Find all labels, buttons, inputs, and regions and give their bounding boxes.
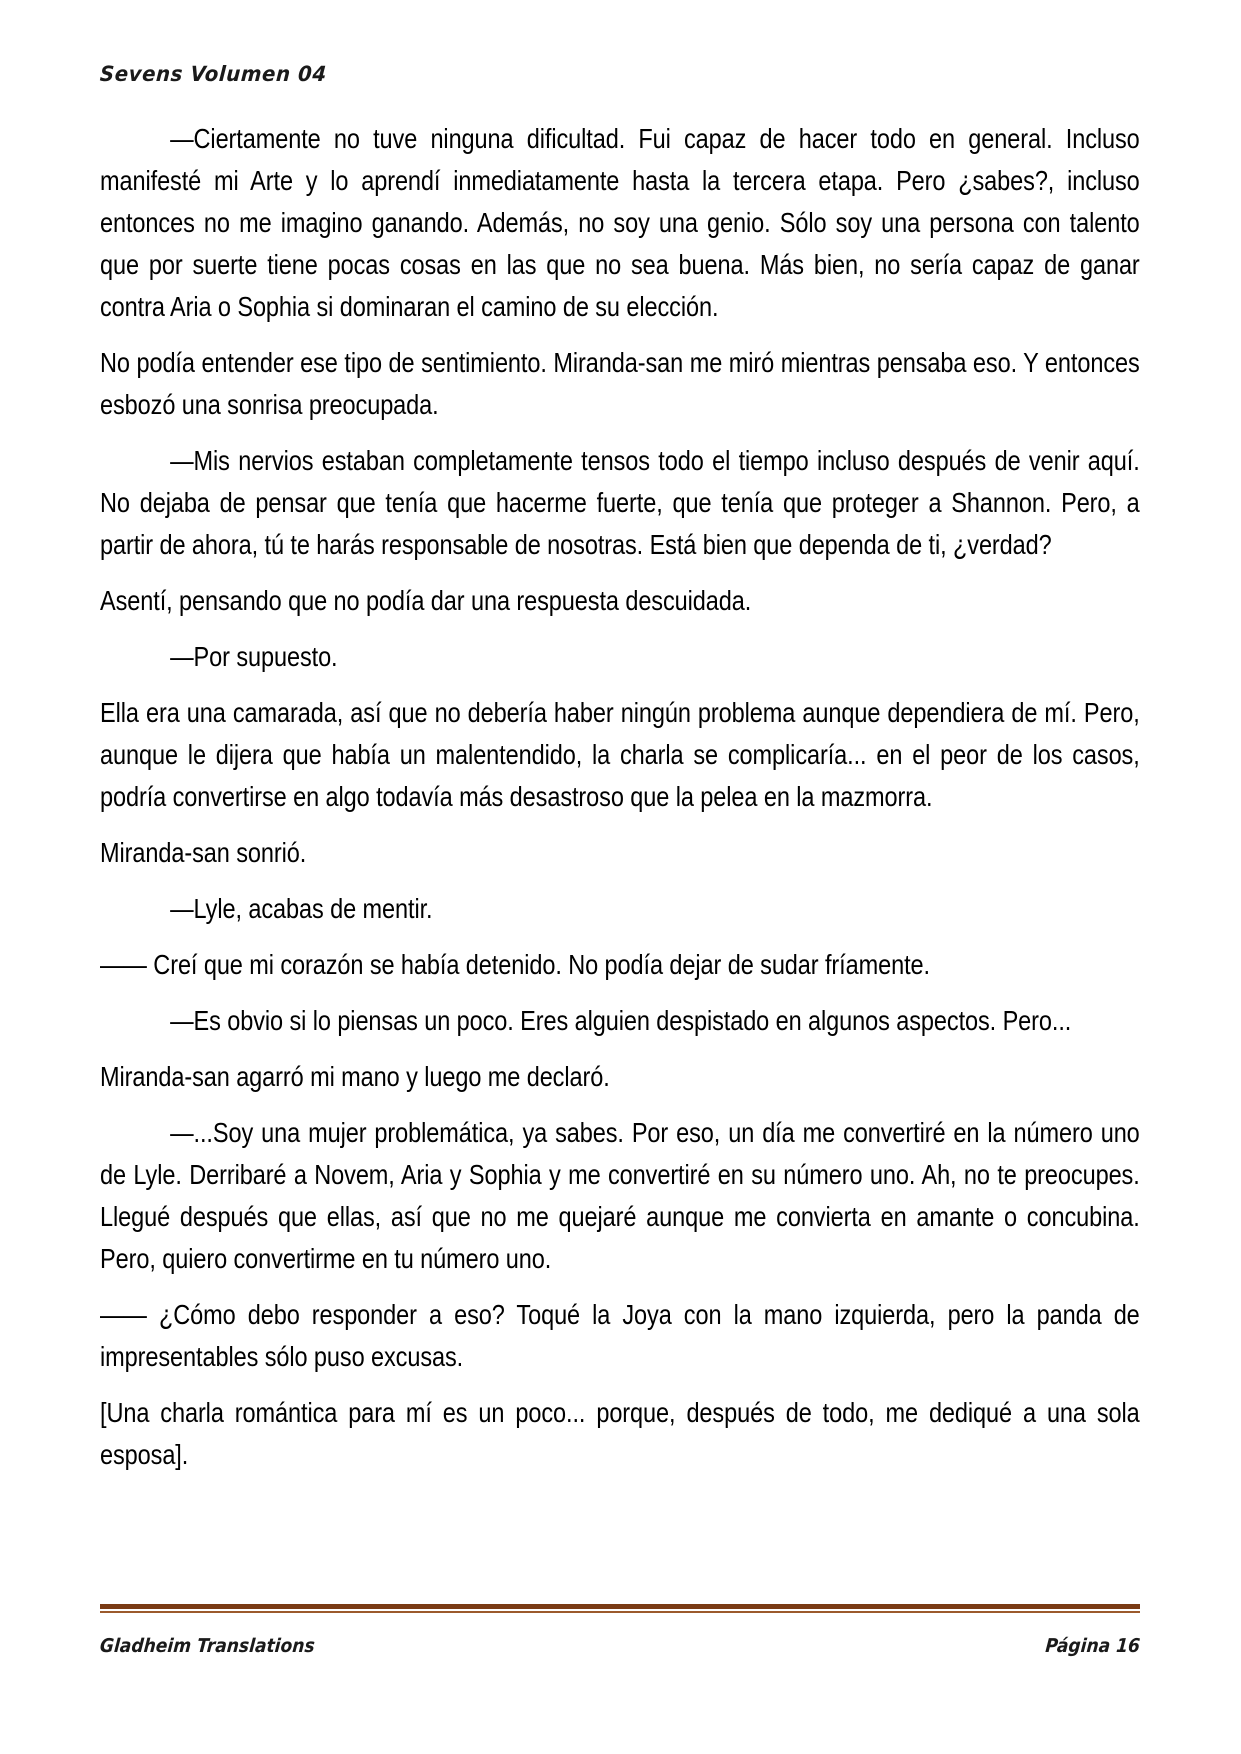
- body-paragraph: [Una charla romántica para mí es un poco... porque, después de todo, me dediqué a una sola esposa].: [100, 1397, 1140, 1470]
- page-footer: [100, 1635, 1140, 1657]
- footer-translator-credit: Gladheim Translations: [99, 1635, 316, 1657]
- footer-divider-thin: [100, 1611, 1140, 1613]
- body-paragraph: Miranda-san sonrió.: [100, 837, 307, 868]
- header-title: Sevens Volumen 04: [99, 62, 328, 86]
- page-header: [100, 62, 1140, 102]
- body-paragraph: —Mis nervios estaban completamente tensos todo el tiempo incluso después de venir aquí. No dejaba de pensar que tenía que hacerme fuerte, que tenía que proteger a Shannon. Pero, a partir de ahora, tú te harás responsable de nosotras. Está bien que dependa de ti, ¿verdad?: [100, 445, 1140, 560]
- body-paragraph: —— ¿Cómo debo responder a eso? Toqué la Joya con la mano izquierda, pero la panda de impresentables sólo puso excusas.: [100, 1299, 1140, 1372]
- page-body: [100, 118, 1140, 1476]
- body-paragraph: —— Creí que mi corazón se había detenido. No podía dejar de sudar fríamente.: [100, 949, 930, 980]
- body-paragraph: —Es obvio si lo piensas un poco. Eres alguien despistado en algunos aspectos. Pero...: [170, 1005, 1072, 1036]
- body-paragraph: —Ciertamente no tuve ninguna dificultad. Fui capaz de hacer todo en general. Incluso manifesté mi Arte y lo aprendí inmediatamente hasta la tercera etapa. Pero ¿sabes?, incluso entonces no me imagino ganando. Además, no soy una genio. Sólo soy una persona con talento que por suerte tiene pocas cosas en las que no sea buena. Más bien, no sería capaz de ganar contra Aria o Sophia si dominaran el camino de su elección.: [100, 123, 1140, 322]
- footer-page-number: Página 16: [1044, 1635, 1141, 1657]
- body-paragraph: Ella era una camarada, así que no debería haber ningún problema aunque dependiera de mí. Pero, aunque le dijera que había un malentendido, la charla se complicaría... en el peor de los casos, podría convertirse en algo todavía más desastroso que la pelea en la mazmorra.: [100, 697, 1140, 812]
- body-paragraph: No podía entender ese tipo de sentimiento. Miranda-san me miró mientras pensaba eso. Y entonces esbozó una sonrisa preocupada.: [100, 347, 1140, 420]
- body-paragraph: Miranda-san agarró mi mano y luego me declaró.: [100, 1061, 610, 1092]
- footer-divider: [100, 1604, 1140, 1613]
- body-paragraph: —...Soy una mujer problemática, ya sabes. Por eso, un día me convertiré en la número uno de Lyle. Derribaré a Novem, Aria y Sophia y me convertiré en su número uno. Ah, no te preocupes. Llegué después que ellas, así que no me quejaré aunque me convierta en amante o concubina. Pero, quiero convertirme en tu número uno.: [100, 1117, 1140, 1274]
- body-paragraph: —Por supuesto.: [170, 641, 338, 672]
- body-paragraph: —Lyle, acabas de mentir.: [170, 893, 433, 924]
- body-paragraph: Asentí, pensando que no podía dar una respuesta descuidada.: [100, 585, 752, 616]
